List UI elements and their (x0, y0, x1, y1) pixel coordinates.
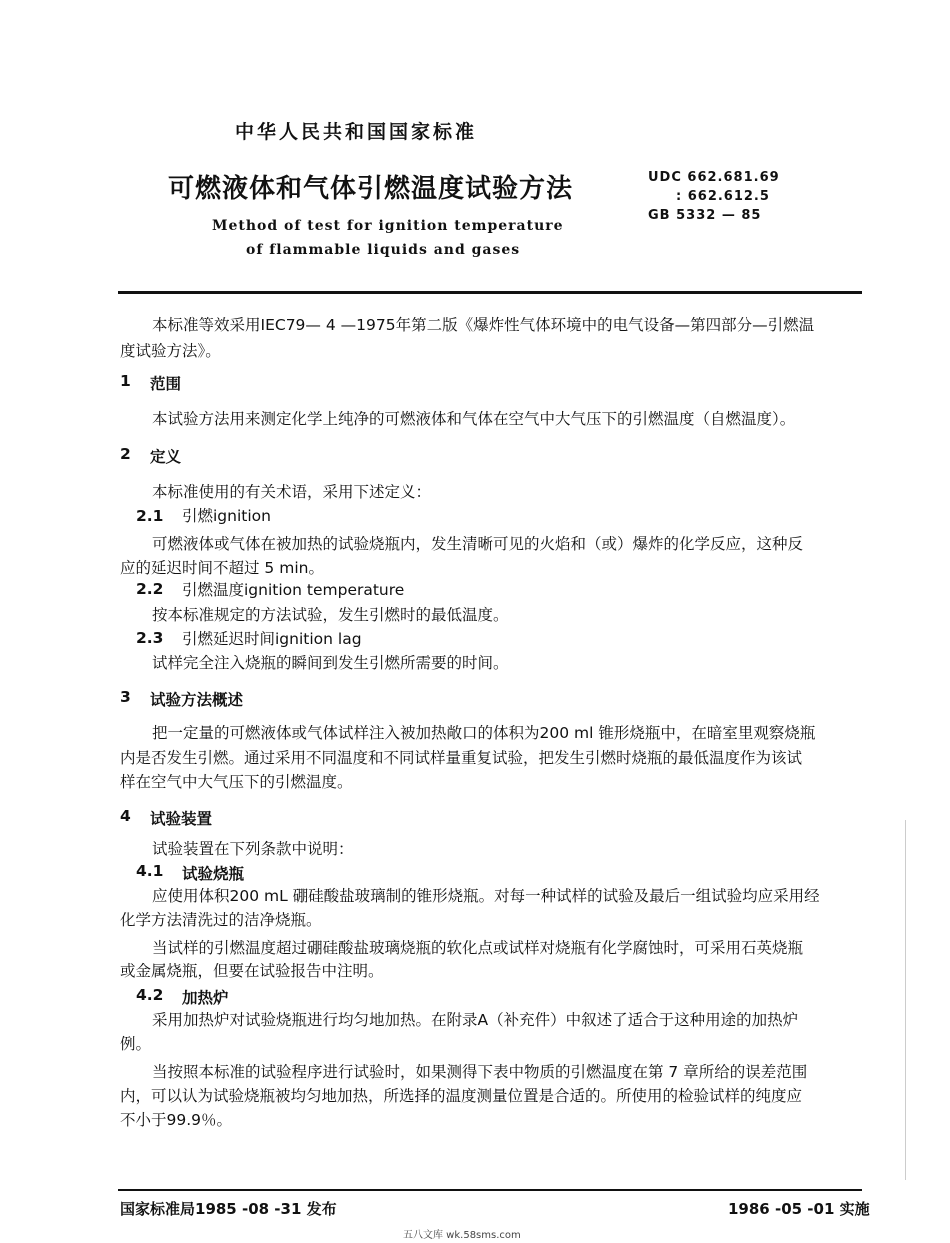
section-2-intro: 本标准使用的有关术语，采用下述定义： (152, 483, 432, 501)
intro-line1: 本标准等效采用IEC79— 4 —1975年第二版《爆炸性气体环境中的电气设备—第四部分—引燃温 (152, 316, 815, 334)
subsection-4-1-p2-line2: 或金属烧瓶，但要在试验报告中注明。 (120, 962, 384, 980)
subsection-4-1-p1-line1: 应使用体积200 mL 硼硅酸盐玻璃制的锥形烧瓶。对每一种试样的试验及最后一组试验均应采用经 (152, 887, 820, 905)
definition-2-1-number: 2.1 (136, 507, 164, 525)
page-title: 可燃液体和气体引燃温度试验方法 (168, 174, 574, 204)
footer-divider (118, 1189, 862, 1191)
effective-date: 1986 -05 -01 实施 (728, 1200, 870, 1218)
subsection-4-2-p1-line2: 例。 (120, 1035, 152, 1053)
definition-2-3-number: 2.3 (136, 629, 164, 647)
definition-2-2-number: 2.2 (136, 580, 164, 598)
subsection-4-1-p2-line1: 当试样的引燃温度超过硼硅酸盐玻璃烧瓶的软化点或试样对烧瓶有化学腐蚀时，可采用石英烧瓶 (152, 939, 804, 957)
section-3-title: 试验方法概述 (150, 691, 244, 709)
intro-line2: 度试验方法》。 (120, 342, 221, 360)
definition-2-3-text: 试样完全注入烧瓶的瞬间到发生引燃所需要的时间。 (152, 654, 509, 672)
section-1-number: 1 (120, 372, 131, 390)
section-2-number: 2 (120, 445, 131, 463)
section-4-intro: 试验装置在下列条款中说明： (152, 840, 354, 858)
section-1-title: 范围 (150, 375, 182, 393)
definition-2-2-title: 引燃温度ignition temperature (182, 581, 405, 599)
section-1-text: 本试验方法用来测定化学上纯净的可燃液体和气体在空气中大气压下的引燃温度（自燃温度）。 (152, 410, 796, 428)
udc-code-line1: UDC 662.681.69 (648, 170, 780, 185)
section-3-line1: 把一定量的可燃液体或气体试样注入被加热敞口的体积为200 ml 锥形烧瓶中，在暗室里观察烧瓶 (152, 724, 816, 742)
section-4-number: 4 (120, 807, 131, 825)
english-title-line2: of flammable liquids and gases (246, 242, 521, 258)
scan-margin-line (905, 820, 906, 1180)
subsection-4-1-title: 试验烧瓶 (182, 865, 245, 883)
definition-2-1-title: 引燃ignition (182, 507, 271, 525)
definition-2-2-text: 按本标准规定的方法试验，发生引燃时的最低温度。 (152, 606, 509, 624)
definition-2-1-line2: 应的延迟时间不超过 5 min。 (120, 559, 324, 577)
section-3-line2: 内是否发生引燃。通过采用不同温度和不同试样量重复试验，把发生引燃时烧瓶的最低温度作为该试 (120, 749, 803, 767)
header-divider (118, 291, 862, 294)
subsection-4-2-p2-line2: 内，可以认为试验烧瓶被均匀地加热，所选择的温度测量位置是合适的。所使用的检验试样的纯度应 (120, 1087, 803, 1105)
watermark: 五八文库 wk.58sms.com (403, 1230, 521, 1241)
subsection-4-1-p1-line2: 化学方法清洗过的洁净烧瓶。 (120, 911, 322, 929)
english-title-line1: Method of test for ignition temperature (212, 218, 564, 234)
udc-code-line2: : 662.612.5 (676, 189, 770, 204)
definition-2-3-title: 引燃延迟时间ignition lag (182, 630, 362, 648)
subsection-4-2-p2-line1: 当按照本标准的试验程序进行试验时，如果测得下表中物质的引燃温度在第 7 章所给的误差范围 (152, 1063, 808, 1081)
subsection-4-2-title: 加热炉 (182, 989, 229, 1007)
subsection-4-2-p2-line3: 不小于99.9％。 (120, 1111, 233, 1129)
section-2-title: 定义 (150, 448, 182, 466)
subsection-4-1-number: 4.1 (136, 862, 164, 880)
subsection-4-2-number: 4.2 (136, 986, 164, 1004)
section-3-number: 3 (120, 688, 131, 706)
subsection-4-2-p1-line1: 采用加热炉对试验烧瓶进行均匀地加热。在附录A（补充件）中叙述了适合于这种用途的加热炉 (152, 1011, 799, 1029)
section-4-title: 试验装置 (150, 810, 213, 828)
definition-2-1-line1: 可燃液体或气体在被加热的试验烧瓶内，发生清晰可见的火焰和（或）爆炸的化学反应，这种反 (152, 535, 804, 553)
standard-name: 中华人民共和国国家标准 (235, 121, 478, 143)
section-3-line3: 样在空气中大气压下的引燃温度。 (120, 773, 353, 791)
gb-number: GB 5332 — 85 (648, 208, 762, 223)
issue-date: 国家标准局1985 -08 -31 发布 (120, 1200, 337, 1218)
